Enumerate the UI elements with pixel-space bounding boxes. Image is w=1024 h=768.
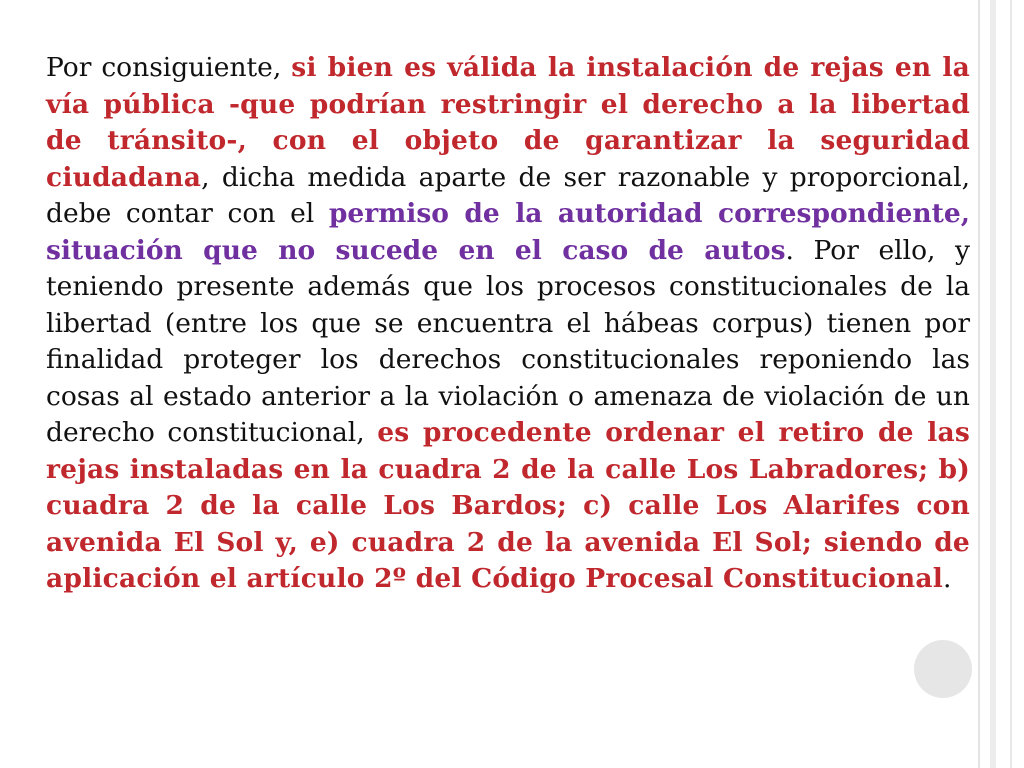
text-segment-final-period: . bbox=[942, 563, 952, 594]
frame-line-middle bbox=[990, 0, 996, 768]
frame-line-outer bbox=[1010, 0, 1012, 768]
text-segment-red-order: es procedente ordenar el retiro de las rejas instaladas en la cuadra 2 de la calle Los Labradores; b) cuadra 2 de la calle Los Bardos; c) calle Los Alarifes con avenida El Sol y, e) cuadra 2 de la avenida El Sol; siendo de aplicación el artículo 2º del Código Procesal Constitucional bbox=[46, 417, 970, 594]
text-segment-purple-permit: permiso de la autoridad correspondiente, situación que no sucede en el caso de autos bbox=[46, 198, 970, 266]
text-segment-intro: Por consiguiente, bbox=[46, 52, 292, 83]
slide-paragraph bbox=[46, 50, 970, 598]
decorative-circle bbox=[914, 640, 972, 698]
frame-line-inner bbox=[978, 0, 980, 768]
text-segment-reasoning: . Por ello, y teniendo presente además que los procesos constitucionales de la libertad (entre los que se encuentra el hábeas corpus) tienen por finalidad proteger los derechos constitucionales reponiendo las cosas al estado anterior a la violación o amenaza de violación de un derecho constitucional, bbox=[46, 234, 970, 448]
text-segment-measure: , dicha medida aparte de ser razonable y proporcional, debe contar con el bbox=[46, 161, 970, 229]
text-segment-red-validity: si bien es válida la instalación de rejas en la vía pública -que podrían restringir el derecho a la libertad de tránsito-, con el objeto de garantizar la seguridad ciudadana bbox=[46, 52, 970, 193]
